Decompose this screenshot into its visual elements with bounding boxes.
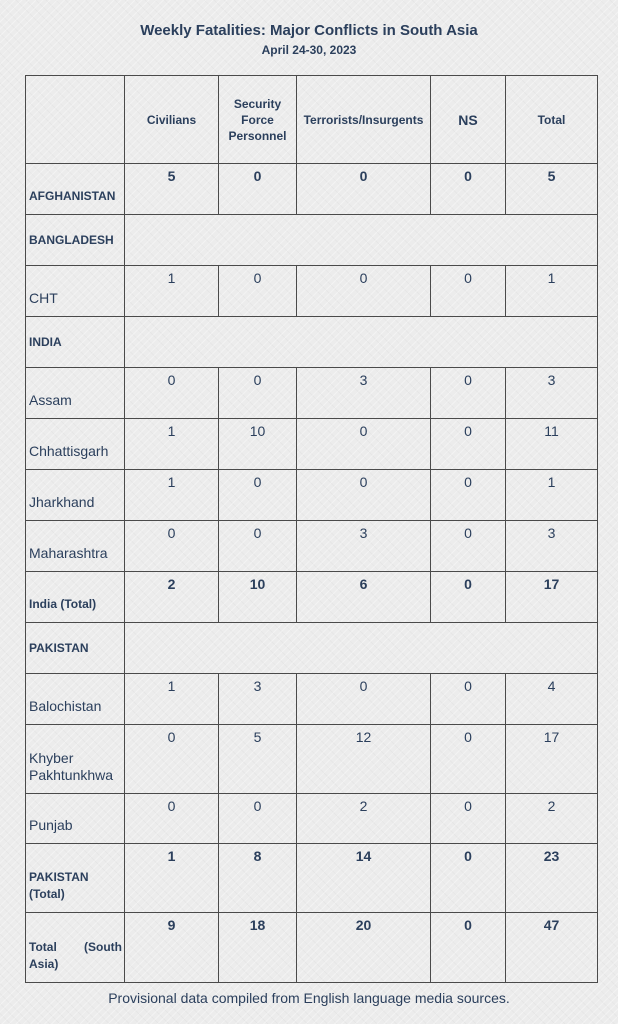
cell-security-force: 10: [219, 419, 297, 470]
cell-security-force: 0: [219, 794, 297, 844]
table-row-pakistan-total: [26, 844, 598, 913]
row-label-line2: Pakhtunkhwa: [29, 767, 114, 783]
cell-civilians: 0: [125, 521, 219, 572]
cell-civilians: 1: [125, 674, 219, 725]
table-row-india: [26, 317, 598, 368]
cell-total: 23: [506, 844, 598, 913]
header-security-line2: Force: [241, 112, 274, 127]
cell-ns: 0: [431, 794, 506, 844]
row-label: Chhattisgarh: [26, 419, 125, 470]
row-label: BANGLADESH: [26, 215, 125, 266]
header-ns: NS: [431, 76, 506, 164]
date-range: April 24-30, 2023: [261, 43, 357, 57]
cell-total: 5: [506, 164, 598, 215]
cell-terrorists: 3: [297, 521, 431, 572]
cell-security-force: 18: [219, 913, 297, 983]
cell-ns: 0: [431, 844, 506, 913]
cell-civilians: 0: [125, 368, 219, 419]
cell-ns: 0: [431, 521, 506, 572]
cell-ns: 0: [431, 572, 506, 623]
cell-security-force: 0: [219, 266, 297, 317]
table-row-south-asia-total: [26, 913, 598, 983]
cell-total: 17: [506, 725, 598, 794]
table-row-india-total: [26, 572, 598, 623]
cell-civilians: 1: [125, 844, 219, 913]
cell-terrorists: 0: [297, 164, 431, 215]
cell-ns: 0: [431, 164, 506, 215]
cell-security-force: 0: [219, 470, 297, 521]
section-spacer: [125, 623, 598, 674]
section-spacer: [125, 215, 598, 266]
table-row-bangladesh: [26, 215, 598, 266]
row-label-line2: Asia): [29, 957, 59, 971]
cell-security-force: 8: [219, 844, 297, 913]
cell-total: 1: [506, 470, 598, 521]
cell-ns: 0: [431, 419, 506, 470]
cell-terrorists: 2: [297, 794, 431, 844]
section-spacer: [125, 317, 598, 368]
cell-security-force: 3: [219, 674, 297, 725]
table-row-pakistan: [26, 623, 598, 674]
cell-civilians: 1: [125, 266, 219, 317]
header-blank: [26, 76, 125, 164]
row-label: India (Total): [26, 572, 125, 623]
cell-total: 47: [506, 913, 598, 983]
cell-security-force: 0: [219, 164, 297, 215]
cell-total: 4: [506, 674, 598, 725]
cell-terrorists: 6: [297, 572, 431, 623]
cell-civilians: 0: [125, 794, 219, 844]
header-security-force: [219, 76, 297, 164]
row-label-line1: PAKISTAN: [29, 870, 89, 884]
header-terrorists: Terrorists/Insurgents: [297, 76, 431, 164]
row-label: Jharkhand: [26, 470, 125, 521]
cell-terrorists: 14: [297, 844, 431, 913]
row-label: CHT: [26, 266, 125, 317]
table-row-maharashtra: [26, 521, 598, 572]
cell-civilians: 9: [125, 913, 219, 983]
cell-terrorists: 0: [297, 266, 431, 317]
row-label-line2: (Total): [29, 887, 65, 901]
row-label: Punjab: [26, 794, 125, 844]
table-row-cht: [26, 266, 598, 317]
cell-terrorists: 12: [297, 725, 431, 794]
table-row-punjab: [26, 794, 598, 844]
cell-terrorists: 3: [297, 368, 431, 419]
cell-total: 11: [506, 419, 598, 470]
header-total: Total: [506, 76, 598, 164]
table-row-afghanistan: [26, 164, 598, 215]
row-label: Balochistan: [26, 674, 125, 725]
cell-ns: 0: [431, 470, 506, 521]
row-label: Maharashtra: [26, 521, 125, 572]
cell-total: 17: [506, 572, 598, 623]
cell-total: 2: [506, 794, 598, 844]
row-label-line1: Khyber: [29, 750, 74, 766]
cell-terrorists: 0: [297, 419, 431, 470]
row-label: Assam: [26, 368, 125, 419]
footer-note: Provisional data compiled from English language media sources.: [108, 990, 510, 1006]
cell-ns: 0: [431, 725, 506, 794]
row-label: [26, 725, 125, 794]
table-row-assam: [26, 368, 598, 419]
cell-civilians: 1: [125, 470, 219, 521]
cell-terrorists: 0: [297, 470, 431, 521]
fatalities-table: [25, 75, 598, 983]
cell-civilians: 1: [125, 419, 219, 470]
header-row: [26, 76, 598, 164]
row-label: PAKISTAN: [26, 623, 125, 674]
cell-security-force: 0: [219, 521, 297, 572]
cell-ns: 0: [431, 913, 506, 983]
cell-ns: 0: [431, 674, 506, 725]
cell-terrorists: 0: [297, 674, 431, 725]
table-row-jharkhand: [26, 470, 598, 521]
table-row-chhattisgarh: [26, 419, 598, 470]
table-row-balochistan: [26, 674, 598, 725]
cell-security-force: 10: [219, 572, 297, 623]
cell-security-force: 5: [219, 725, 297, 794]
cell-civilians: 5: [125, 164, 219, 215]
cell-security-force: 0: [219, 368, 297, 419]
row-label: INDIA: [26, 317, 125, 368]
row-label: [26, 913, 125, 983]
page-title: Weekly Fatalities: Major Conflicts in South Asia: [140, 22, 478, 39]
header-civilians: Civilians: [125, 76, 219, 164]
row-label: AFGHANISTAN: [26, 164, 125, 215]
cell-total: 1: [506, 266, 598, 317]
cell-total: 3: [506, 521, 598, 572]
cell-civilians: 0: [125, 725, 219, 794]
header-security-line1: Security: [233, 96, 282, 111]
row-label: [26, 844, 125, 913]
row-label-line1: Total (South: [29, 940, 122, 954]
cell-ns: 0: [431, 368, 506, 419]
table-row-khyber-pakhtunkhwa: [26, 725, 598, 794]
cell-ns: 0: [431, 266, 506, 317]
header-security-line3: Personnel: [228, 128, 287, 143]
cell-terrorists: 20: [297, 913, 431, 983]
cell-civilians: 2: [125, 572, 219, 623]
cell-total: 3: [506, 368, 598, 419]
